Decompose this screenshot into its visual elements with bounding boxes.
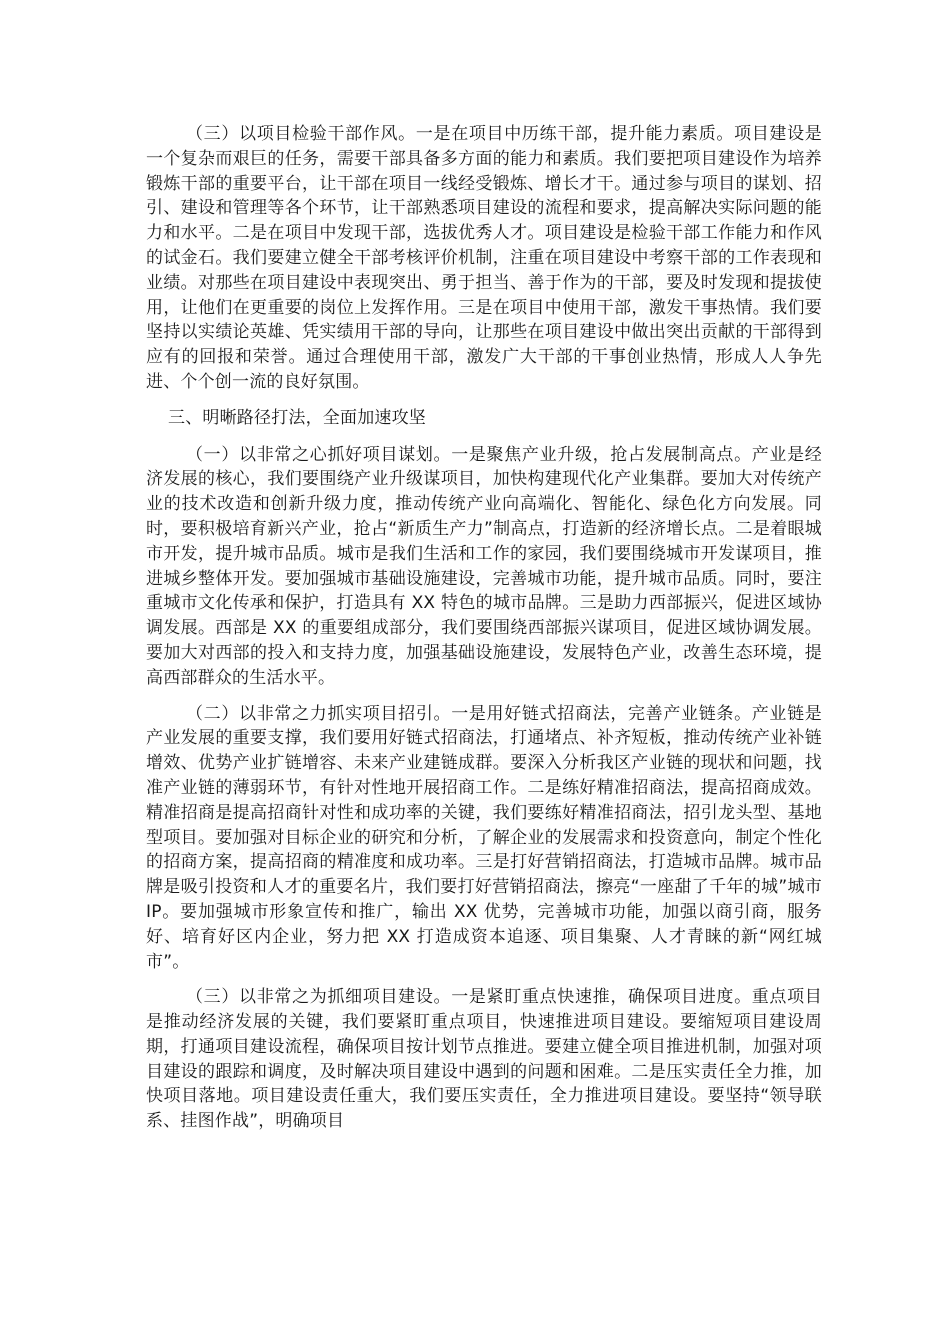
document-body bbox=[146, 122, 822, 1145]
paragraph-project-construction: （三）以非常之为抓细项目建设。一是紧盯重点快速推，确保项目进度。重点项目是推动经济发展的关键，我们要紧盯重点项目，快速推进项目建设。要缩短项目建设周期，打通项目建设流程，确保项目按计划节点推进。要建立健全项目推进机制，加强对项目建设的跟踪和调度，及时解决项目建设中遇到的问题和困难。二是压实责任全力推，加快项目落地。项目建设责任重大，我们要压实责任，全力推进项目建设。要坚持“领导联系、挂图作战”，明确项目 bbox=[146, 987, 822, 1132]
paragraph-cadre-style: （三）以项目检验干部作风。一是在项目中历练干部，提升能力素质。项目建设是一个复杂而艰巨的任务，需要干部具备多方面的能力和素质。我们要把项目建设作为培养锻炼干部的重要平台，让干部在项目一线经受锻炼、增长才干。通过参与项目的谋划、招引、建设和管理等各个环节，让干部熟悉项目建设的流程和要求，提高解决实际问题的能力和水平。二是在项目中发现干部，选拔优秀人才。项目建设是检验干部工作能力和作风的试金石。我们要建立健全干部考核评价机制，注重在项目建设中考察干部的工作表现和业绩。对那些在项目建设中表现突出、勇于担当、善于作为的干部，要及时发现和提拔使用，让他们在更重要的岗位上发挥作用。三是在项目中使用干部，激发干事热情。我们要坚持以实绩论英雄、凭实绩用干部的导向，让那些在项目建设中做出突出贡献的干部得到应有的回报和荣誉。通过合理使用干部，激发广大干部的干事创业热情，形成人人争先进、个个创一流的良好氛围。 bbox=[146, 124, 822, 392]
paragraph-project-planning: （一）以非常之心抓好项目谋划。一是聚焦产业升级，抢占发展制高点。产业是经济发展的核心，我们要围绕产业升级谋项目，加快构建现代化产业集群。要加大对传统产业的技术改造和创新升级力度，推动传统产业向高端化、智能化、绿色化方向发展。同时，要积极培育新兴产业，抢占“新质生产力”制高点，打造新的经济增长点。二是着眼城市开发，提升城市品质。城市是我们生活和工作的家园，我们要围绕城市开发谋项目，推进城乡整体开发。要加强城市基础设施建设，完善城市功能，提升城市品质。同时，要注重城市文化传承和保护，打造具有 XX 特色的城市品牌。三是助力西部振兴，促进区域协调发展。西部是 XX 的重要组成部分，我们要围绕西部振兴谋项目，促进区域协调发展。要加大对西部的投入和支持力度，加强基础设施建设，发展特色产业，改善生态环境，提高西部群众的生活水平。 bbox=[146, 444, 822, 688]
paragraph-investment-attraction: （二）以非常之力抓实项目招引。一是用好链式招商法，完善产业链条。产业链是产业发展的重要支撑，我们要用好链式招商法，打通堵点、补齐短板，推动传统产业补链增效、优势产业扩链增容、未来产业建链成群。要深入分析我区产业链的现状和问题，找准产业链的薄弱环节，有针对性地开展招商工作。二是练好精准招商法，提高招商成效。精准招商是提高招商针对性和成功率的关键，我们要练好精准招商法，招引龙头型、基地型项目。要加强对目标企业的研究和分析，了解企业的发展需求和投资意向，制定个性化的招商方案，提高招商的精准度和成功率。三是打好营销招商法，打造城市品牌。城市品牌是吸引投资和人才的重要名片，我们要打好营销招商法，擦亮“一座甜了千年的城”城市 IP。要加强城市形象宣传和推广，输出 XX 优势，完善城市功能，加强以商引商，服务好、培育好区内企业，努力把 XX 打造成资本追逐、项目集聚、人才青睐的新“网红城市”。 bbox=[146, 703, 822, 972]
section-heading: 三、明晰路径打法，全面加速攻坚 bbox=[168, 407, 426, 428]
